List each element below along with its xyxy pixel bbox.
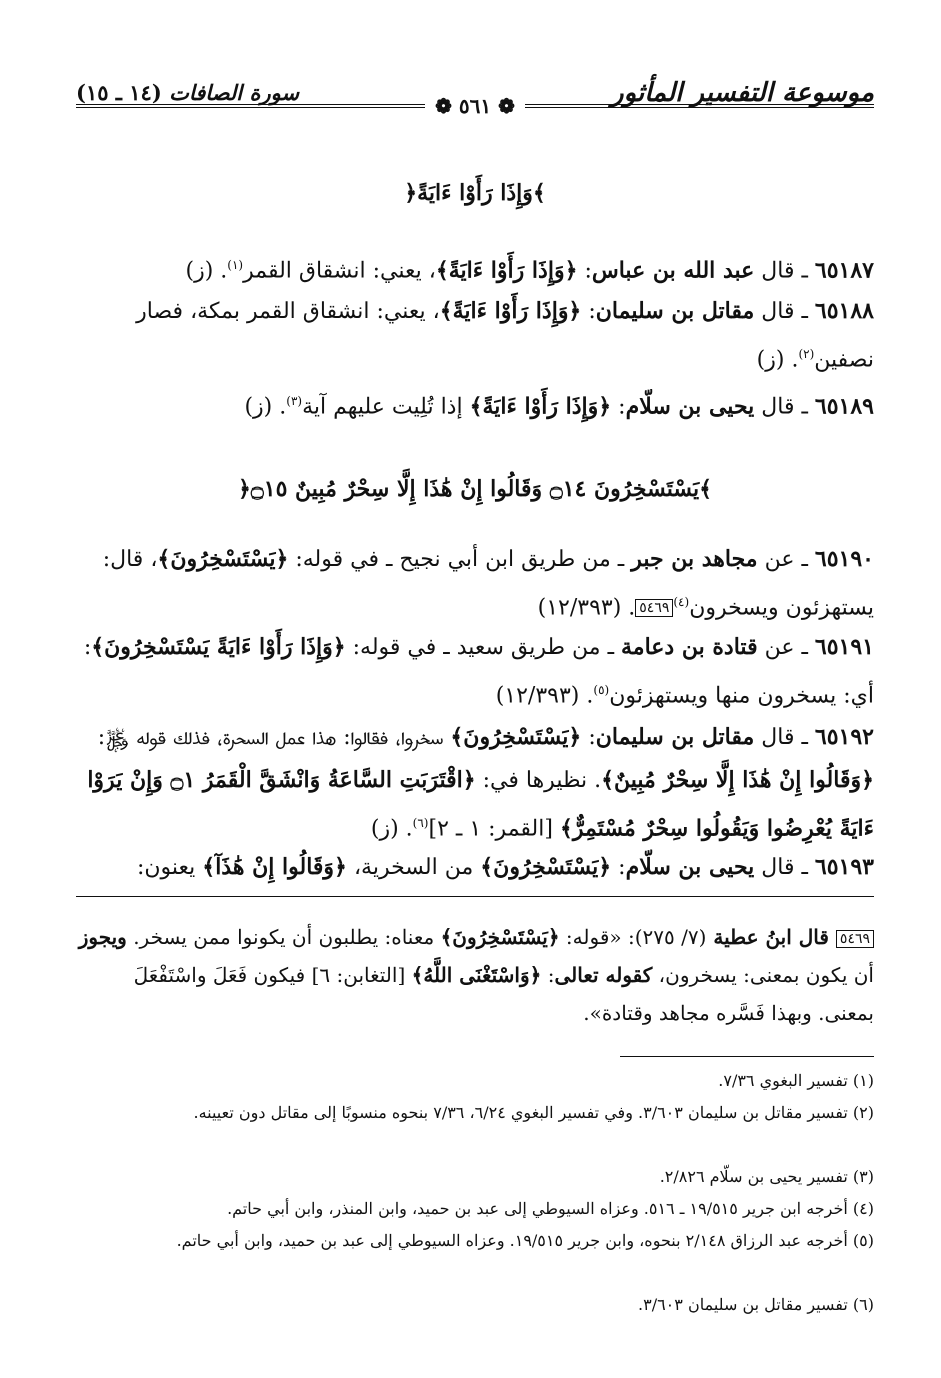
commentary-bold-2: كقوله تعالى [554, 963, 653, 987]
page [76, 0, 874, 1378]
narration-end: . (ز) [370, 816, 413, 842]
narration-text-1: سخروا، فقالوا: هذا عمل السحرة، فذلك قوله ﷿: [97, 725, 451, 750]
commentary-quote-2: ﴿وَاسْتَغْنَى اللَّهُ﴾ [411, 963, 542, 987]
narration-number: ٦٥١٩٠ [814, 546, 874, 572]
commentary-quote-1: ﴿يَسْتَسْخِرُونَ﴾ [440, 925, 560, 949]
commentary-bold-1: ويجوز [78, 925, 127, 949]
commentary-box[interactable]: ٥٤٦٩ [836, 930, 874, 948]
narrator-name: قتادة بن دعامة [621, 634, 758, 660]
narration-text-3: : أي: يسخرون منها ويستهزئون [83, 635, 874, 709]
commentary-ref-box[interactable]: ٥٤٦٩ [635, 599, 673, 617]
narration-text-1: من السخرية، [346, 855, 481, 880]
narration-end: . (ز) [756, 347, 799, 373]
narration-text-3: ، قال: يستهزئون ويسخرون [102, 547, 874, 621]
quran-quote-1: ﴿يَسْتَسْخِرُونَ﴾ [480, 854, 612, 880]
narration-lead: ـ قال [754, 299, 815, 324]
commentary-author: قال ابنُ عطية [706, 925, 836, 949]
footnote-ref[interactable]: (٦) [412, 816, 429, 830]
narration-end: . (١٢/٣٩٣) [495, 683, 594, 709]
narration-colon: : [581, 299, 596, 324]
book-title: موسوعة التفسير المأثور [611, 78, 874, 108]
narration-lead: ـ قال [754, 394, 815, 420]
narration-number: ٦٥١٨٩ [814, 393, 874, 420]
narration-lead: ـ قال [754, 855, 815, 880]
commentary-text-3: أن يكون بمعنى: يسخرون، [652, 963, 874, 987]
quran-quote-3: ﴿اقْتَرَبَتِ السَّاعَةُ وَانْشَقَّ الْقَمَرُ ۝١ وَإِنْ يَرَوْا ءَايَةً يُعْرِضُوا وَيَقُولُوا سِحْرٌ مُسْتَمِرٌّ﴾ [87, 767, 874, 842]
narration-65193 [76, 846, 874, 889]
narration-number: ٦٥١٩٣ [814, 854, 874, 880]
narrator-name: مجاهد بن جبر [631, 546, 758, 572]
commentary-text-4: : [541, 963, 555, 987]
narration-colon: : [577, 258, 592, 284]
quran-quote: ﴿وَإِذَا رَأَوْا ءَايَةً﴾ [469, 393, 612, 420]
narration-lead: ـ قال [754, 258, 815, 284]
narration-text-2: . نظيرها في: [475, 768, 602, 793]
commentary-source: (٧/ ٢٧٥) [634, 925, 707, 949]
page-number: ❁ ٥٦١ ❁ [435, 94, 515, 118]
narration-65189 [76, 380, 874, 428]
commentary-text-1: : «قوله: [559, 925, 635, 949]
narrator-name: مقاتل بن سليمان [595, 298, 755, 324]
commentary-note [76, 918, 874, 1032]
narration-number: ٦٥١٩٢ [814, 724, 874, 750]
narrator-name: عبد الله بن عباس [591, 257, 755, 284]
footnote-3: (٣) تفسير يحيى بن سلّام ٢/٨٢٦. [659, 1167, 874, 1186]
footnote-4: (٤) أخرجه ابن جرير ١٩/٥١٥ ـ ٥١٦. وعزاه السيوطي إلى عبد بن حميد، وابن المنذر، وابن أبي حاتم. [227, 1199, 874, 1218]
narration-text-2: ـ من طريق سعيد ـ في قوله: [345, 635, 622, 660]
footnote-ref[interactable]: (١) [227, 258, 244, 272]
footnote-ref[interactable]: (٤) [673, 595, 690, 609]
narration-65192 [76, 716, 874, 850]
footnote-2: (٢) تفسير مقاتل بن سليمان ٣/٦٠٣. وفي تفسير البغوي ٦/٢٤، ٧/٣٦ بنحوه منسوبًا إلى مقاتل دون تعيينه. [193, 1103, 874, 1122]
narration-number: ٦٥١٩١ [814, 634, 874, 660]
narration-text: ، يعني: انشقاق القمر [243, 258, 436, 284]
narration-65188 [76, 290, 874, 381]
quran-quote-2: ﴿وَقَالُوا إِنْ هَٰذَا إِلَّا سِحْرٌ مُبِينٌ﴾ [601, 767, 874, 793]
narration-text-2: يعنون: [136, 855, 203, 880]
narration-number: ٦٥١٨٨ [814, 298, 874, 324]
narration-end: . (ز) [185, 258, 228, 284]
narration-text-1: ـ عن [757, 635, 815, 660]
sura-name: سورة الصافات [169, 80, 300, 105]
narration-number: ٦٥١٨٧ [814, 257, 874, 284]
footnote-ref[interactable]: (٢) [798, 347, 815, 361]
narration-text-2: ـ من طريق ابن أبي نجيح ـ في قوله: [288, 547, 632, 572]
footnote-ref[interactable]: (٥) [593, 683, 610, 697]
sura-citation: [القمر: ١ ـ ٢] [428, 816, 560, 842]
quran-quote-1: ﴿يَسْتَسْخِرُونَ﴾ [450, 724, 582, 750]
narrator-name: مقاتل بن سليمان [595, 724, 755, 750]
narration-65191 [76, 626, 874, 717]
footnote-6: (٦) تفسير مقاتل بن سليمان ٣/٦٠٣. [638, 1295, 874, 1314]
commentary-text-2: معناه: يطلبون أن يكونوا ممن يسخر. [126, 925, 441, 949]
header-rule [76, 94, 874, 118]
narration-65190 [76, 538, 874, 629]
verse-heading-2: ﴿يَسْتَسْخِرُونَ ۝١٤ وَقَالُوا إِنْ هَٰذَا إِلَّا سِحْرٌ مُبِينٌ ۝١٥﴾ [237, 476, 713, 502]
sura-range-numbers: (١٤ ـ ١٥) [76, 80, 162, 105]
quran-quote: ﴿وَإِذَا رَأَوْا ءَايَةً يَسْتَسْخِرُونَ﴾ [91, 634, 346, 660]
narration-text: ، يعني: انشقاق القمر بمكة، فصار نصفين [136, 299, 874, 373]
narration-lead: ـ قال [754, 725, 815, 750]
commentary-text-5: [التغابن: ٦] فيكون فَعَلَ واسْتَفْعَلَ بمعنى. وبهذا فَسَّره مجاهد وقتادة». [133, 963, 874, 1025]
header-rule-left [76, 104, 425, 108]
commentary-separator [76, 896, 874, 897]
narration-end: . (١٢/٣٩٣) [537, 595, 636, 621]
narration-text-1: ـ عن [757, 547, 815, 572]
narration-colon: : [611, 394, 626, 420]
footnote-ref[interactable]: (٣) [286, 394, 303, 408]
footnote-5: (٥) أخرجه عبد الرزاق ٢/١٤٨ بنحوه، وابن جرير ١٩/٥١٥. وعزاه السيوطي إلى عبد بن حميد، وابن أبي حاتم. [176, 1231, 874, 1250]
narration-text: إذا تُلِيت عليهم آية [302, 394, 470, 420]
narrator-name: يحيى بن سلّام [625, 854, 755, 880]
quran-quote: ﴿يَسْتَسْخِرُونَ﴾ [157, 546, 289, 572]
narration-colon: : [611, 855, 626, 880]
narration-end: . (ز) [244, 394, 287, 420]
quran-quote-2: ﴿وَقَالُوا إِنْ هَٰذَآ﴾ [202, 854, 347, 880]
narration-colon: : [581, 725, 596, 750]
quran-quote: ﴿وَإِذَا رَأَوْا ءَايَةً﴾ [439, 298, 582, 324]
page-number-value: ٥٦١ [458, 94, 492, 118]
narration-65187 [76, 244, 874, 292]
header-rule-right [525, 104, 874, 108]
footnote-rule [620, 1056, 874, 1057]
verse-heading-1: ﴿وَإِذَا رَأَوْا ءَايَةً﴾ [404, 180, 546, 206]
footnote-1: (١) تفسير البغوي ٧/٣٦. [718, 1071, 874, 1090]
quran-quote: ﴿وَإِذَا رَأَوْا ءَايَةً﴾ [435, 257, 578, 284]
narrator-name: يحيى بن سلّام [625, 393, 755, 420]
